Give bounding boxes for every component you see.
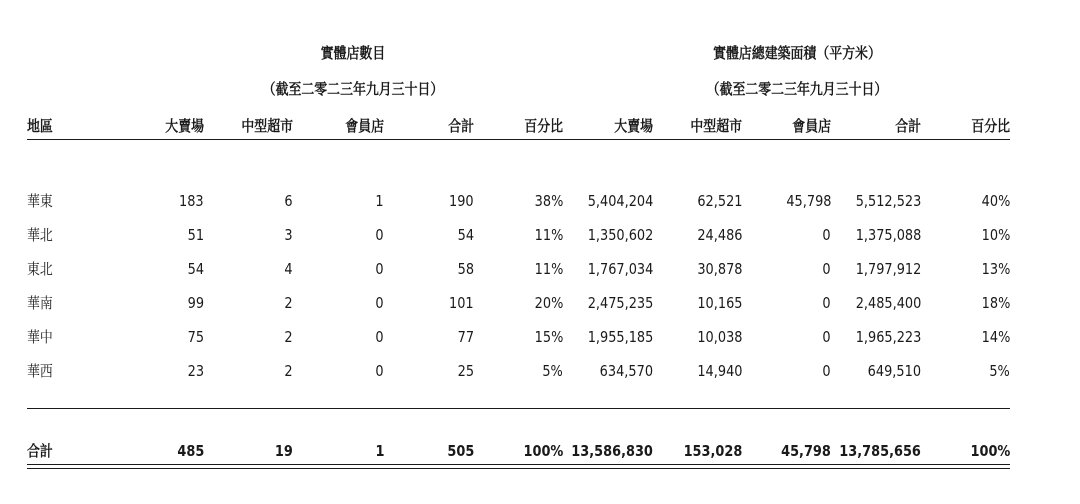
total-double-rule-bottom [27,468,1010,469]
total-cell: 505 [447,442,474,460]
region-cell: 華南 [27,294,53,312]
table-cell: 1,965,223 [855,328,921,346]
area-group-title: 實體店總建築面積（平方米） [713,44,881,62]
table-cell: 183 [179,192,204,210]
total-cell: 19 [275,442,293,460]
header-rule [27,139,1010,140]
table-cell: 23 [187,362,204,380]
table-cell: 101 [449,294,474,312]
table-cell: 1 [375,192,384,210]
table-cell: 15% [534,328,563,346]
table-cell: 13% [981,260,1010,278]
table-cell: 30,878 [696,260,742,278]
table-cell: 10% [981,226,1010,244]
table-cell: 0 [375,362,384,380]
total-cell: 45,798 [781,442,831,460]
table-cell: 634,570 [599,362,653,380]
table-cell: 0 [822,260,831,278]
table-cell: 51 [187,226,204,244]
total-cell: 100% [970,442,1010,460]
col-header-area-hypermarket: 大賣場 [614,117,653,135]
table-cell: 0 [822,328,831,346]
total-cell: 100% [523,442,563,460]
region-cell: 華北 [27,226,53,244]
table-cell: 2 [284,294,293,312]
table-cell: 10,038 [696,328,742,346]
total-cell: 13,785,656 [839,442,921,460]
table-cell: 0 [822,226,831,244]
total-double-rule-top [27,464,1010,465]
table-cell: 3 [284,226,293,244]
area-group-subtitle: （截至二零二三年九月三十日） [706,80,888,98]
table-cell: 58 [457,260,474,278]
table-cell: 75 [187,328,204,346]
table-cell: 2,475,235 [587,294,653,312]
table-cell: 45,798 [785,192,831,210]
table-cell: 5,404,204 [587,192,653,210]
table-cell: 25 [457,362,474,380]
table-cell: 5% [542,362,563,380]
table-cell: 10,165 [696,294,742,312]
table-cell: 14% [981,328,1010,346]
table-cell: 1,767,034 [587,260,653,278]
table-cell: 38% [534,192,563,210]
table-cell: 1,797,912 [855,260,921,278]
stores-group-title: 實體店數目 [320,44,386,62]
table-cell: 649,510 [867,362,921,380]
region-cell: 華東 [27,192,53,210]
total-cell: 13,586,830 [571,442,653,460]
table-cell: 18% [981,294,1010,312]
col-header-area-member-store: 會員店 [792,117,831,135]
table-cell: 24,486 [696,226,742,244]
region-cell: 華中 [27,328,53,346]
table-cell: 99 [187,294,204,312]
col-header-percentage: 百分比 [524,117,563,135]
table-cell: 190 [449,192,474,210]
table-cell: 1,955,185 [587,328,653,346]
subtotal-rule [27,408,1010,409]
total-cell: 1 [375,442,384,460]
region-cell: 華西 [27,362,53,380]
table-cell: 14,940 [696,362,742,380]
table-cell: 77 [457,328,474,346]
table-cell: 54 [457,226,474,244]
table-cell: 0 [375,328,384,346]
table-cell: 4 [284,260,293,278]
region-cell: 東北 [27,260,53,278]
col-header-hypermarket: 大賣場 [165,117,204,135]
stores-group-subtitle: （截至二零二三年九月三十日） [262,80,444,98]
table-cell: 11% [534,260,563,278]
table-cell: 54 [187,260,204,278]
table-cell: 5% [989,362,1010,380]
table-cell: 5,512,523 [855,192,921,210]
table-cell: 0 [822,362,831,380]
col-header-area-supermarket: 中型超市 [690,117,742,135]
table-cell: 20% [534,294,563,312]
table-cell: 0 [375,260,384,278]
col-header-area-total: 合計 [895,117,921,135]
col-header-member-store: 會員店 [345,117,384,135]
col-header-total: 合計 [448,117,474,135]
table-cell: 6 [284,192,293,210]
col-header-area-percentage: 百分比 [971,117,1010,135]
table-cell: 0 [375,294,384,312]
table-cell: 2 [284,328,293,346]
total-label: 合計 [27,442,53,460]
table-cell: 1,350,602 [587,226,653,244]
table-cell: 2,485,400 [855,294,921,312]
table-cell: 2 [284,362,293,380]
total-cell: 153,028 [683,442,742,460]
col-header-supermarket: 中型超市 [241,117,293,135]
table-cell: 62,521 [696,192,742,210]
table-cell: 11% [534,226,563,244]
table-cell: 0 [375,226,384,244]
table-cell: 0 [822,294,831,312]
table-cell: 40% [981,192,1010,210]
total-cell: 485 [177,442,204,460]
col-header-region: 地區 [27,117,53,135]
table-cell: 1,375,088 [855,226,921,244]
